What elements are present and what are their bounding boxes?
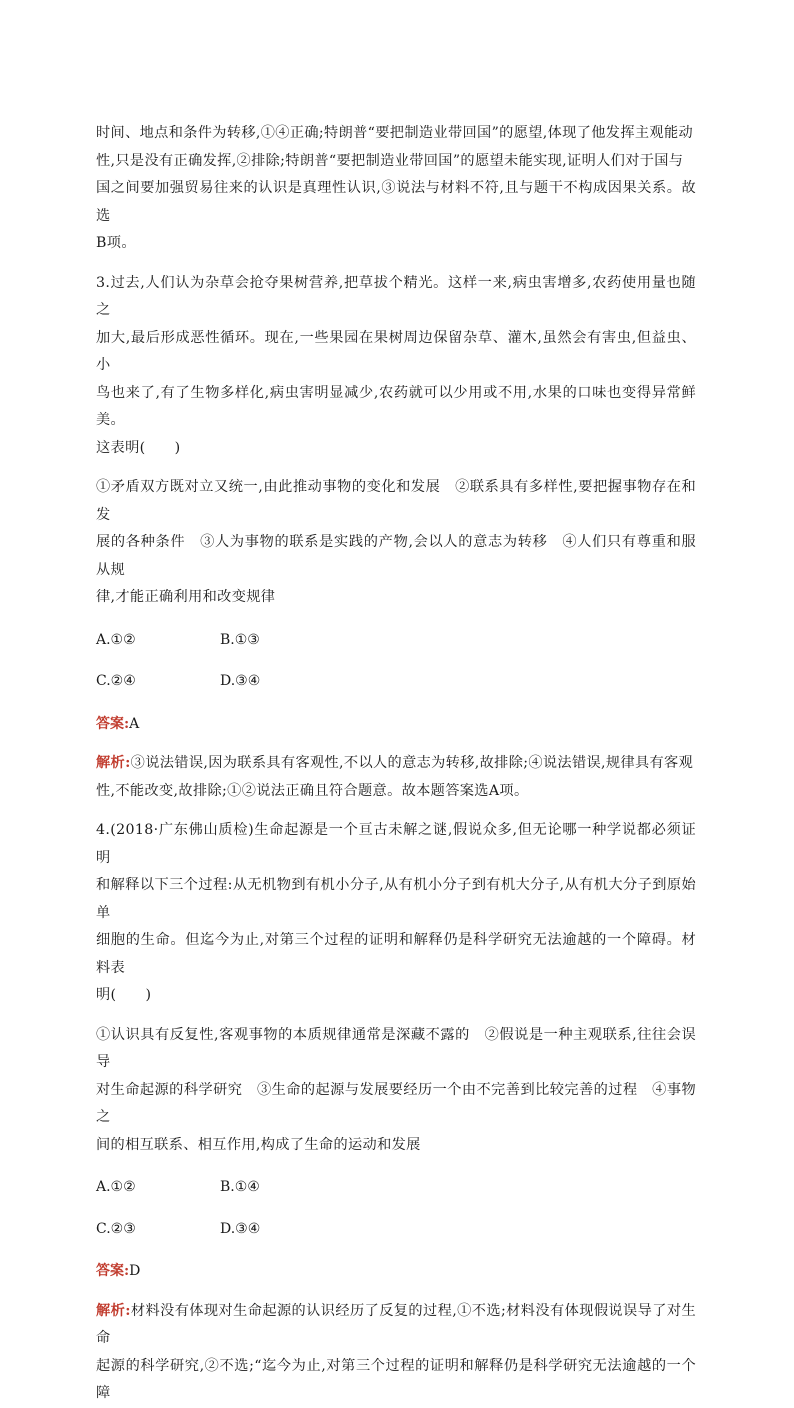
text-line: 这表明( ) [96,439,181,456]
option-d: D.③④ [220,673,261,689]
text-line: 4.(2018·广东佛山质检)生命起源是一个亘古未解之谜,假说众多,但无论哪一种学说都必须证明 [96,822,696,866]
text-line: 明( ) [96,987,152,1003]
text-line: 和解释以下三个过程:从无机物到有机小分子,从有机小分子到有机大分子,从有机大分子到原始单 [96,877,696,921]
analysis-label: 解析: [96,1302,131,1319]
option-c: C.②④ [96,673,136,689]
option-b: B.①③ [220,631,260,648]
text-line: 3.过去,人们认为杂草会抢夺果树营养,把草拔个精光。这样一来,病虫害增多,农药使用量也随之 [96,274,696,318]
text-line: 细胞的生命。但迄今为止,对第三个过程的证明和解释仍是科学研究无法逾越的一个障碍。材料表 [96,932,696,976]
question-3-stem [96,270,696,463]
previous-analysis-continuation [96,120,696,258]
question-3-options-row-2 [96,668,696,696]
question-4-statements [96,1022,696,1160]
text-line: 时间、地点和条件为转移,①④正确;特朗普“要把制造业带回国”的愿望,体现了他发挥主观能动 [96,125,694,141]
question-4-options-row-1 [96,1174,696,1202]
document-page [96,120,696,1408]
text-line: 起源的科学研究,②不选;“迄今为止,对第三个过程的证明和解释仍是科学研究无法逾越的一个障 [96,1357,696,1401]
question-4-answer [96,1258,696,1286]
text-line: B项。 [96,235,136,251]
answer-label: 答案: [96,1263,130,1279]
text-line: 展的各种条件 ③人为事物的联系是实践的产物,会以人的意志为转移 ④人们只有尊重和服从规 [96,534,696,578]
option-d: D.③④ [220,1220,261,1237]
analysis-label: 解析: [96,755,131,771]
question-4-stem [96,817,696,1010]
text-line: 律,才能正确利用和改变规律 [96,589,276,605]
question-4-analysis [96,1298,696,1408]
answer-value: D [129,1263,141,1279]
text-line: 材料没有体现对生命起源的认识经历了反复的过程,①不选;材料没有体现假说误导了对生命 [96,1302,696,1346]
question-3-answer [96,711,696,739]
text-line: 对生命起源的科学研究 ③生命的起源与发展要经历一个由不完善到比较完善的过程 ④事物之 [96,1081,696,1125]
question-3-statements [96,474,696,612]
option-a: A.①② [96,631,136,648]
text-line: ③说法错误,因为联系具有客观性,不以人的意志为转移,故排除;④说法错误,规律具有客观 [130,755,694,771]
question-3-analysis [96,750,696,805]
text-line: 间的相互联系、相互作用,构成了生命的运动和发展 [96,1136,421,1153]
option-c: C.②③ [96,1220,136,1237]
answer-value: A [129,715,140,732]
question-4-options-row-2 [96,1216,696,1244]
text-line: 性,不能改变,故排除;①②说法正确且符合题意。故本题答案选A项。 [96,782,529,799]
text-line: 国之间要加强贸易往来的认识是真理性认识,③说法与材料不符,且与题干不构成因果关系。故选 [96,180,696,224]
text-line: 加大,最后形成恶性循环。现在,一些果园在果树周边保留杂草、灌木,虽然会有害虫,但益虫、小 [96,329,696,373]
text-line: ①矛盾双方既对立又统一,由此推动事物的变化和发展 ②联系具有多样性,要把握事物存在和发 [96,479,696,523]
question-3-options-row-1 [96,627,696,655]
option-b: B.①④ [220,1179,260,1195]
answer-label: 答案: [96,715,130,732]
text-line: 性,只是没有正确发挥,②排除;特朗普“要把制造业带回国”的愿望未能实现,证明人们对于国与 [96,152,684,169]
text-line: 鸟也来了,有了生物多样化,病虫害明显减少,农药就可以少用或不用,水果的口味也变得异常鲜美。 [96,384,696,428]
option-a: A.①② [96,1179,136,1195]
text-line: ①认识具有反复性,客观事物的本质规律通常是深藏不露的 ②假说是一种主观联系,往往会误导 [96,1026,696,1070]
